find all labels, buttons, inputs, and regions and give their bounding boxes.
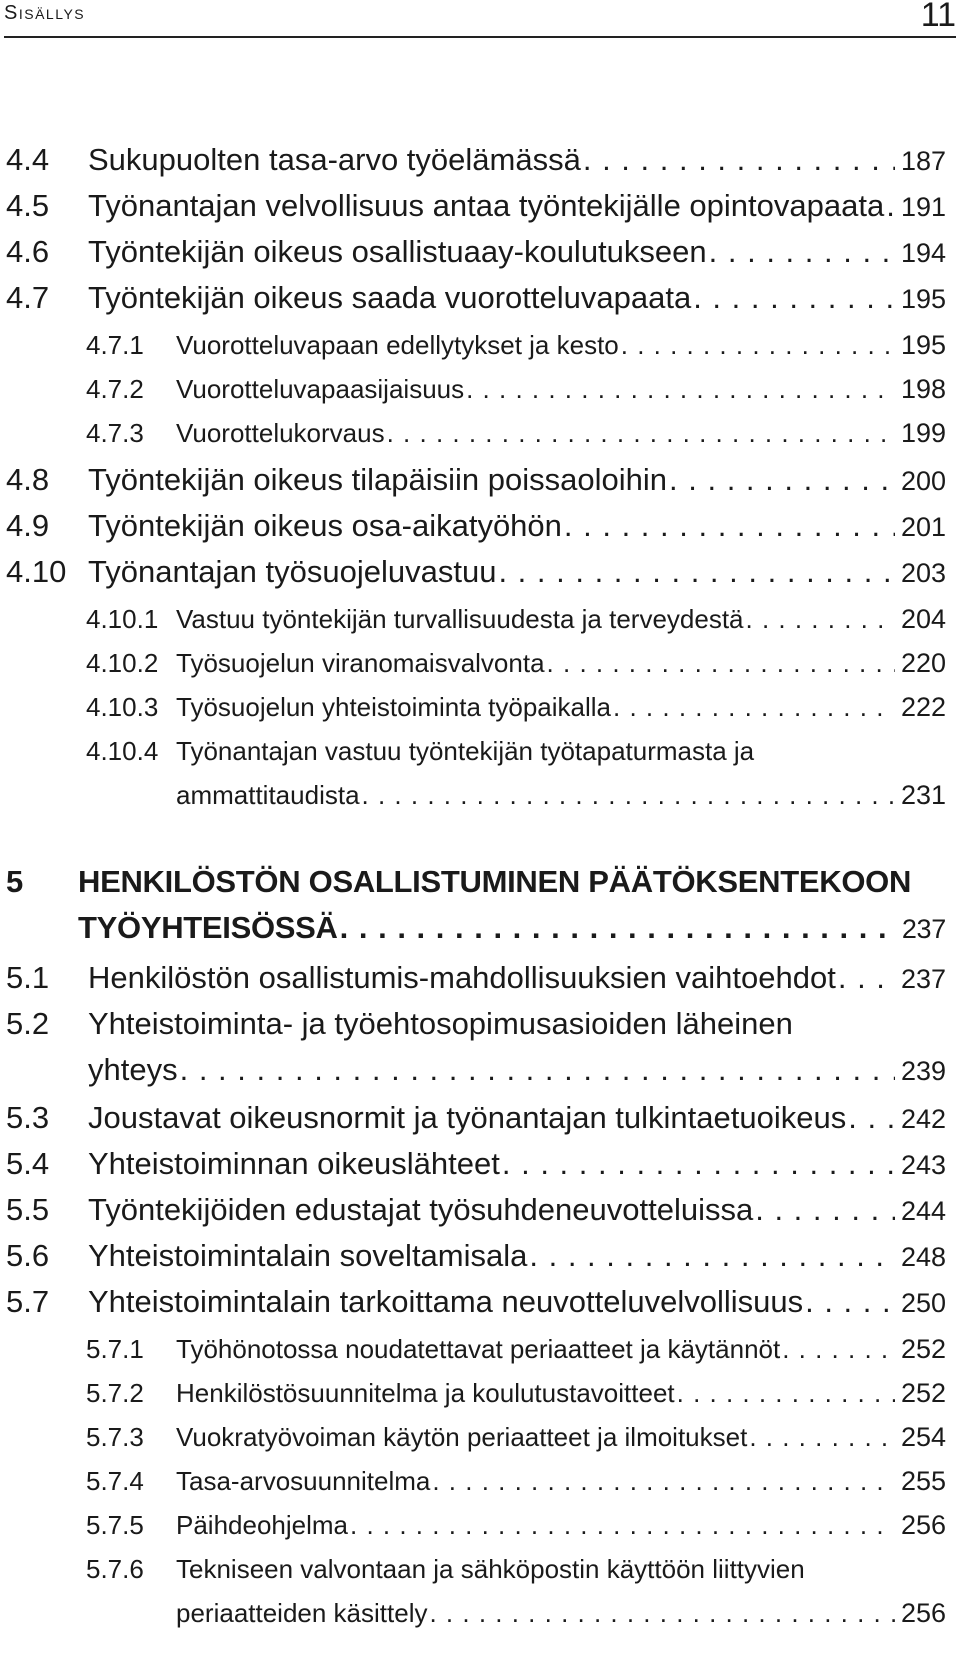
toc-entry-title: Työsuojelun yhteistoiminta työpaikalla: [176, 692, 612, 722]
toc-entry-title: Päihdeohjelma: [176, 1510, 349, 1540]
toc-entry-title-line1: Työnantajan vastuu työntekijän työtapaturmasta ja: [176, 736, 755, 766]
leader-dots: [848, 1100, 895, 1136]
toc-entry-page: 256: [900, 1598, 946, 1628]
toc-entry-page: 244: [900, 1196, 946, 1226]
toc-entry-page: 187: [900, 146, 946, 176]
toc-entry-title: Vuokratyövoiman käytön periaatteet ja ilmoitukset: [176, 1422, 748, 1452]
toc-entry-page: 252: [900, 1378, 946, 1408]
toc-entry-title: Työnantajan työsuojeluvastuu: [88, 554, 497, 589]
toc-entry-number: 4.5: [6, 188, 50, 223]
toc-entry-number: 4.7: [6, 280, 50, 315]
leader-dots: [693, 280, 895, 316]
leader-dots: [432, 1466, 895, 1497]
toc-entry-number: 4.10.4: [86, 736, 159, 766]
toc-entry-title-line1: Tekniseen valvontaan ja sähköpostin käyttöön liittyvien: [176, 1554, 805, 1584]
toc-entry-number: 4.9: [6, 508, 50, 543]
toc-entry-page: 220: [900, 648, 946, 678]
toc-entry-page: 231: [900, 780, 946, 810]
toc-entry-page: 243: [900, 1150, 946, 1180]
toc-entry-page: 252: [900, 1334, 946, 1364]
toc-entry-page: 239: [900, 1056, 946, 1086]
toc-entry-title: Työntekijän oikeus osallistuaay-koulutukseen: [88, 234, 707, 269]
toc-entry-number: 5.7.5: [86, 1510, 144, 1540]
leader-dots: [583, 142, 895, 178]
leader-dots: [529, 1238, 895, 1274]
leader-dots: [755, 1192, 895, 1228]
toc-entry-page: 194: [900, 238, 946, 268]
toc-entry-title-line1: HENKILÖSTÖN OSALLISTUMINEN PÄÄTÖKSENTEKOON: [78, 864, 912, 899]
page-number: 11: [920, 0, 956, 34]
toc-entry-title: Työntekijän oikeus osa-aikatyöhön: [88, 508, 562, 543]
leader-dots: [498, 554, 894, 590]
toc-entry-number: 4.10.1: [86, 604, 159, 634]
toc-entry-page: 195: [900, 284, 946, 314]
leader-dots: [746, 604, 895, 635]
toc-entry-page: 199: [900, 418, 946, 448]
toc-entry-title-line1: Yhteistoiminta- ja työehtosopimusasioiden läheinen: [88, 1006, 793, 1041]
toc-entry-title: periaatteiden käsittely: [176, 1598, 428, 1628]
toc-entry-title: Vuorotteluvapaan edellytykset ja kesto: [176, 330, 619, 360]
toc-entry-number: 4.10.2: [86, 648, 159, 678]
leader-dots: [805, 1284, 895, 1320]
leader-dots: [621, 330, 895, 361]
toc-entry-title: Sukupuolten tasa-arvo työelämässä: [88, 142, 581, 177]
leader-dots: [502, 1146, 895, 1182]
toc-entry-number: 5.7: [6, 1284, 50, 1319]
toc-entry-number: 5.4: [6, 1146, 50, 1181]
toc-entry-page: 242: [900, 1104, 946, 1134]
leader-dots: [387, 418, 895, 449]
toc-entry-number: 4.7.3: [86, 418, 144, 448]
leader-dots: [429, 1598, 894, 1629]
toc-entry-number: 5: [6, 864, 23, 899]
toc-entry-title: Vuorottelukorvaus: [176, 418, 385, 448]
toc-entry-title: Henkilöstösuunnitelma ja koulutustavoitteet: [176, 1378, 675, 1408]
leader-dots: [564, 508, 895, 544]
toc-entry-title: Henkilöstön osallistumis-mahdollisuuksien vaihtoehdot: [88, 960, 836, 995]
toc-entry-page: 237: [901, 914, 946, 944]
toc-entry-page: 203: [900, 558, 946, 588]
leader-dots: [350, 1510, 895, 1541]
leader-dots: [340, 910, 896, 946]
toc-entry-page: 204: [900, 604, 946, 634]
leader-dots: [749, 1422, 895, 1453]
leader-dots: [547, 648, 895, 679]
toc-entry-page: 198: [900, 374, 946, 404]
toc-entry-number: 5.2: [6, 1006, 50, 1041]
toc-entry-title: Työhönotossa noudatettavat periaatteet ja käytännöt: [176, 1334, 781, 1364]
toc-entry-number: 5.7.6: [86, 1554, 144, 1584]
leader-dots: [466, 374, 895, 405]
toc-entry-title: Yhteistoimintalain soveltamisala: [88, 1238, 528, 1273]
toc-entry-title: Työnantajan velvollisuus antaa työntekijälle opintovapaata: [88, 188, 885, 223]
toc-entry-number: 5.7.4: [86, 1466, 144, 1496]
leader-dots: [180, 1052, 895, 1088]
toc-entry-number: 5.7.1: [86, 1334, 144, 1364]
leader-dots: [677, 1378, 895, 1409]
toc-entry-title: Työntekijän oikeus saada vuorotteluvapaata: [88, 280, 692, 315]
toc-entry-number: 5.6: [6, 1238, 50, 1273]
toc-entry-number: 4.10: [6, 554, 67, 589]
toc-entry-number: 4.7.1: [86, 330, 144, 360]
toc-entry-number: 5.5: [6, 1192, 50, 1227]
toc-entry-title: Työsuojelun viranomaisvalvonta: [176, 648, 545, 678]
toc-entry-title: Yhteistoimintalain tarkoittama neuvotteluvelvollisuus: [88, 1284, 804, 1319]
toc-entry-number: 5.7.2: [86, 1378, 144, 1408]
toc-entry-page: 222: [900, 692, 946, 722]
leader-dots: [669, 462, 895, 498]
toc-entry-title: Yhteistoiminnan oikeuslähteet: [88, 1146, 500, 1181]
toc-entry-title: Joustavat oikeusnormit ja työnantajan tulkintaetuoikeus: [88, 1100, 847, 1135]
toc-entry-page: 191: [900, 192, 946, 222]
toc-entry-number: 4.6: [6, 234, 50, 269]
toc-entry-number: 5.7.3: [86, 1422, 144, 1452]
toc-entry-page: 200: [900, 466, 946, 496]
toc-entry-title: TYÖYHTEISÖSSÄ: [78, 910, 338, 945]
running-header: [4, 0, 956, 38]
toc-entry-title: Vastuu työntekijän turvallisuudesta ja terveydestä: [176, 604, 744, 634]
toc-entry-title: Työntekijän oikeus tilapäisiin poissaoloihin: [88, 462, 668, 497]
toc-entry-page: 250: [900, 1288, 946, 1318]
running-header-title: Sisällys: [4, 2, 86, 24]
toc-entry-number: 4.4: [6, 142, 50, 177]
toc-entry-title: Työntekijöiden edustajat työsuhdeneuvotteluissa: [88, 1192, 754, 1227]
toc-entry-title: Vuorotteluvapaasijaisuus: [176, 374, 465, 404]
toc-entry-page: 237: [900, 964, 946, 994]
toc-entry-title: Tasa-arvosuunnitelma: [176, 1466, 431, 1496]
toc-entry-title: ammattitaudista: [176, 780, 360, 810]
leader-dots: [709, 234, 895, 270]
leader-dots: [886, 188, 895, 224]
toc-entry-page: 255: [900, 1466, 946, 1496]
toc-entry-number: 4.8: [6, 462, 50, 497]
toc-entry-number: 5.3: [6, 1100, 50, 1135]
toc-entry-page: 256: [900, 1510, 946, 1540]
toc-entry-number: 5.1: [6, 960, 50, 995]
leader-dots: [613, 692, 895, 723]
leader-dots: [362, 780, 895, 811]
leader-dots: [838, 960, 895, 996]
leader-dots: [782, 1334, 895, 1365]
toc-entry-page: 254: [900, 1422, 946, 1452]
toc-entry-page: 201: [900, 512, 946, 542]
toc-entry-number: 4.7.2: [86, 374, 144, 404]
toc-entry-page: 195: [900, 330, 946, 360]
toc-entry-title: yhteys: [88, 1052, 178, 1087]
toc-entry-page: 248: [900, 1242, 946, 1272]
toc-entry-number: 4.10.3: [86, 692, 159, 722]
